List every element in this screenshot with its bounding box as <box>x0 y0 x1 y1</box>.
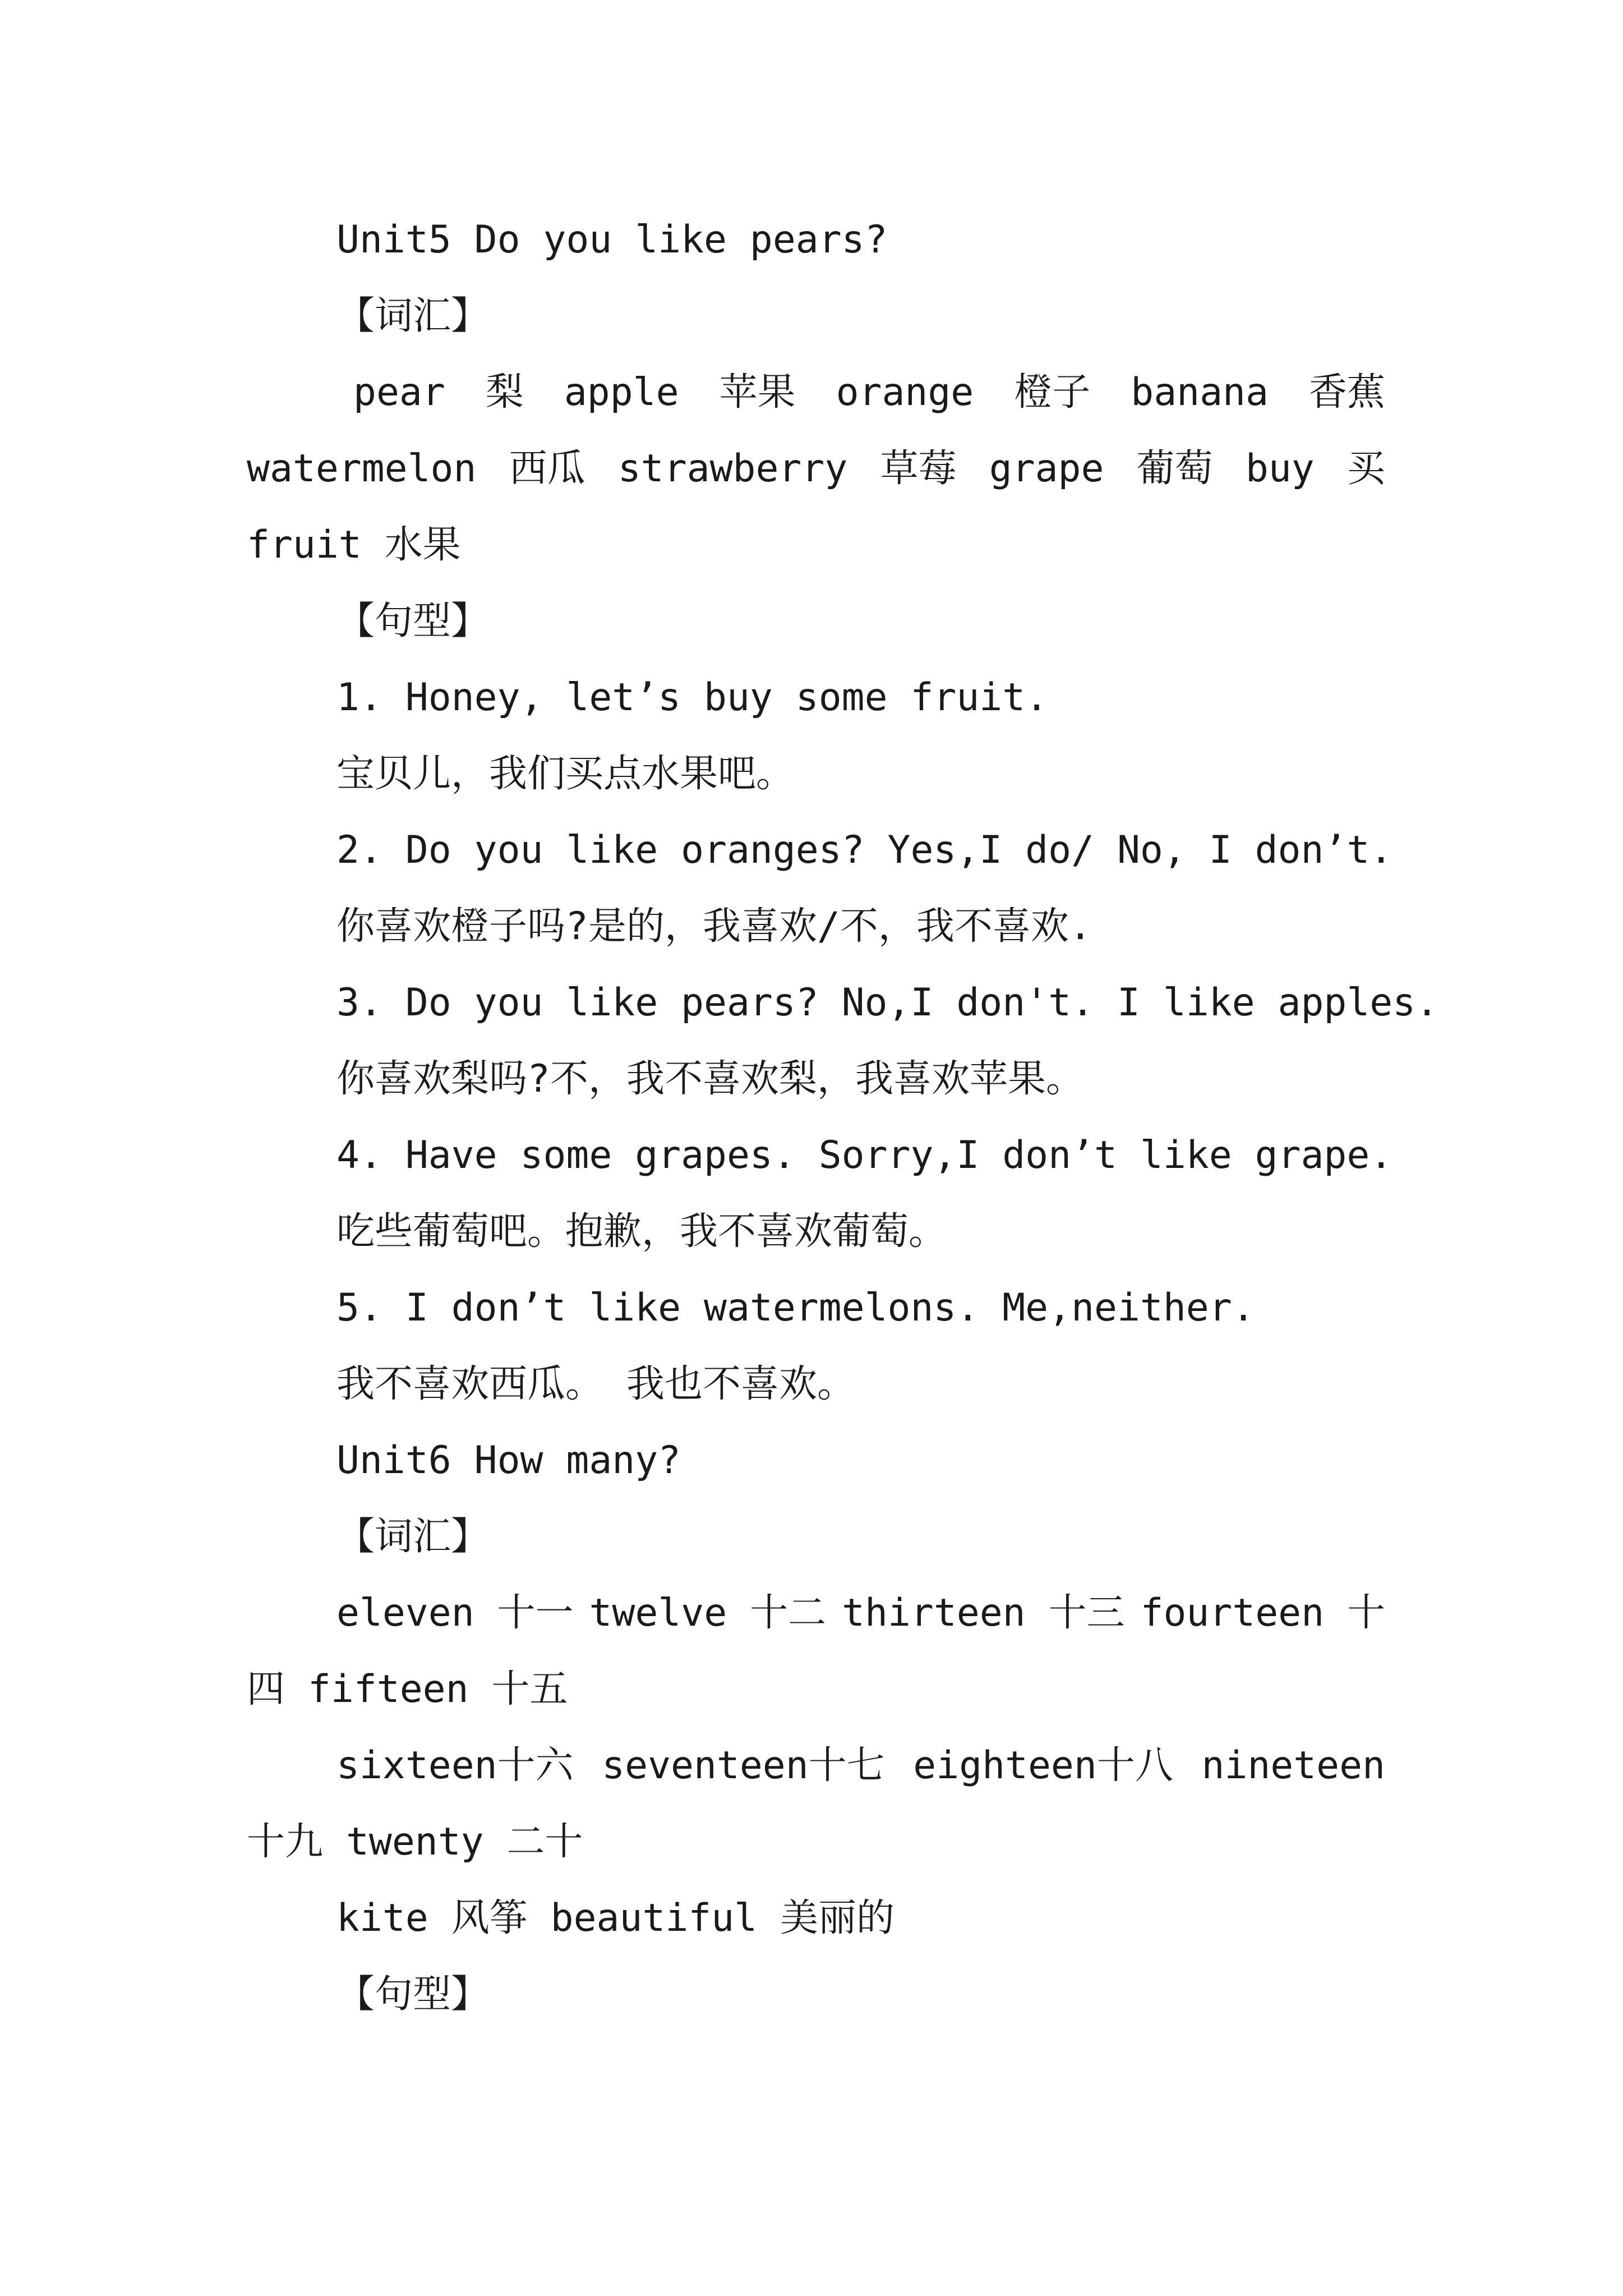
vocab-entry: sixteen十六 <box>336 1743 574 1788</box>
unit6-title: Unit6 How many? <box>336 1438 681 1483</box>
vocab-word: grape <box>989 447 1104 491</box>
vocab-meaning: 草莓 <box>880 447 957 491</box>
vocab-word: apple <box>564 370 679 415</box>
vocab-entry: seventeen十七 <box>602 1743 885 1788</box>
unit6-vocab-line-2: 四 fifteen 十五 <box>247 1667 568 1711</box>
vocab-meaning: 葡萄 <box>1136 447 1213 491</box>
vocab-meaning: 梨 <box>485 370 524 415</box>
vocab-entry: fourteen 十 <box>1140 1591 1385 1635</box>
unit6-vocab-heading: 【词汇】 <box>336 1515 490 1559</box>
vocab-entry: nineteen <box>1201 1743 1385 1788</box>
sentence-chinese: 你喜欢橙子吗?是的，我喜欢/不，我不喜欢. <box>336 904 1092 949</box>
unit5-title: Unit5 Do you like pears? <box>336 218 888 262</box>
vocab-entry: eleven 十一 <box>336 1591 574 1635</box>
unit5-vocab-line-3: fruit 水果 <box>247 523 461 567</box>
unit6-vocab-line-3 <box>336 1728 1385 1804</box>
vocab-meaning: 西瓜 <box>509 447 585 491</box>
vocab-word: pear <box>353 370 445 415</box>
sentence-english: 5. I don’t like watermelons. Me,neither. <box>336 1286 1255 1330</box>
vocab-word: orange <box>836 370 974 415</box>
vocab-word: strawberry <box>617 447 848 491</box>
unit5-sentence-heading: 【句型】 <box>336 599 490 643</box>
unit5-vocab-heading: 【词汇】 <box>336 294 490 338</box>
document-body <box>247 202 1439 2033</box>
sentence-english: 4. Have some grapes. Sorry,I don’t like grape. <box>336 1133 1393 1177</box>
vocab-word: banana <box>1131 370 1269 415</box>
vocab-entry: twelve 十二 <box>589 1591 827 1635</box>
unit6-vocab-line-5: kite 风筝 beautiful 美丽的 <box>336 1896 895 1940</box>
unit5-vocab-line-2 <box>247 431 1385 507</box>
unit5-vocab-line-1 <box>353 355 1385 431</box>
sentence-chinese: 吃些葡萄吧。抱歉，我不喜欢葡萄。 <box>336 1209 947 1254</box>
vocab-meaning: 香蕉 <box>1308 370 1385 415</box>
vocab-word: watermelon <box>247 447 477 491</box>
sentence-chinese: 我不喜欢西瓜。 我也不喜欢。 <box>336 1362 855 1406</box>
sentence-english: 3. Do you like pears? No,I don't. I like apples. <box>336 981 1439 1025</box>
unit6-vocab-line-1 <box>336 1575 1385 1651</box>
vocab-meaning: 橙子 <box>1014 370 1091 415</box>
sentence-english: 2. Do you like oranges? Yes,I do/ No, I don’t. <box>336 828 1393 872</box>
vocab-entry: eighteen十八 <box>913 1743 1173 1788</box>
vocab-meaning: 买 <box>1347 447 1385 491</box>
sentence-english: 1. Honey, let’s buy some fruit. <box>336 675 1049 720</box>
vocab-entry: thirteen 十三 <box>842 1591 1125 1635</box>
unit6-vocab-line-4: 十九 twenty 二十 <box>247 1820 583 1864</box>
sentence-chinese: 宝贝儿，我们买点水果吧。 <box>336 752 795 796</box>
vocab-meaning: 苹果 <box>719 370 796 415</box>
unit6-sentence-heading: 【句型】 <box>336 1972 490 2017</box>
vocab-word: buy <box>1245 447 1315 491</box>
sentence-chinese: 你喜欢梨吗?不，我不喜欢梨，我喜欢苹果。 <box>336 1057 1084 1101</box>
